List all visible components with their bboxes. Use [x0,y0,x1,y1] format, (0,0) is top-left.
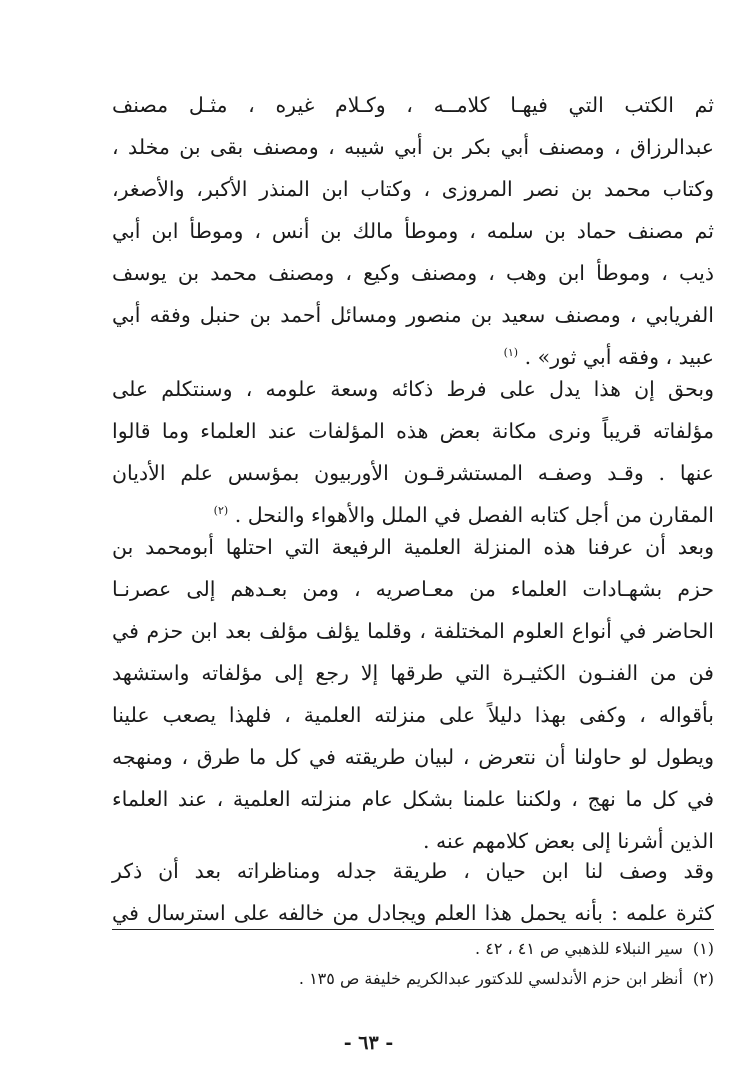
footnote-1 [112,934,714,964]
text-line: الفريابي ، ومصنف سعيد بن منصور ومسائل أحمد بن حنبل وفقه أبي [112,303,714,327]
text-line: بأقواله ، وكفى بهذا دليلاً على منزلته العلمية ، فلهذا يصعب علينا [112,703,714,727]
paragraph-1 [112,84,714,378]
text-line: حزم بشهـادات العلماء من معـاصريه ، ومن بعـدهم إلى عصرنـا [112,577,714,601]
text-line: فن من الفنـون الكثيـرة التي طرقها إلا رجع إلى مؤلفاته واستشهد [112,661,714,685]
page-number: - ٦٣ - [343,1032,394,1054]
footnotes [112,934,714,994]
footnote-text: أنظر ابن حزم الأندلسي للدكتور عبدالكريم خليفة ص ١٣٥ . [298,969,683,988]
footnote-2 [112,964,714,994]
text-line: ثم مصنف حماد بن سلمه ، وموطأ مالك بن أنس ، وموطأ ابن أبي [112,219,714,243]
footnote-divider [112,929,714,930]
text-line: وقد وصف لنا ابن حيان ، طريقة جدله ومناظراته بعد أن ذكر [112,859,714,883]
text-line: الذين أشرنا إلى بعض كلامهم عنه . [423,829,714,853]
text-line: عنها . وقـد وصفـه المستشرقـون الأوربيون بمؤسس علم الأديان [112,461,714,485]
text-line: وبحق إن هذا يدل على فرط ذكائه وسعة علومه ، وسنتكلم على [112,377,714,401]
text-line: مؤلفاته قريباً ونرى مكانة بعض هذه المؤلفات عند العلماء وما قالوا [112,419,714,443]
text-line: ويطول لو حاولنا أن نتعرض ، لبيان طريقته في كل ما طرق ، ومنهجه [112,745,714,769]
footnote-number: (١) [692,939,714,958]
paragraph-2 [112,368,714,536]
footnote-ref: (١) [503,346,519,360]
text-line: عبدالرزاق ، ومصنف أبي بكر بن أبي شيبه ، ومصنف بقى بن مخلد ، [112,135,714,159]
line-text: المقارن من أجل كتابه الفصل في الملل والأهواء والنحل . [234,503,714,527]
text-line: ذيب ، وموطأ ابن وهب ، ومصنف وكيع ، ومصنف محمد بن يوسف [112,261,714,285]
footnote-number: (٢) [692,969,714,988]
text-line: في كل ما نهج ، ولكننا علمنا بشكل عام منزلته العلمية ، عند العلماء [112,787,714,811]
footnote-text: سير النبلاء للذهبي ص ٤١ ، ٤٢ . [475,939,683,958]
text-line: الحاضر في أنواع العلوم المختلفة ، وقلما يؤلف مؤلف بعد ابن حزم في [112,619,714,643]
text-line: كثرة علمه : بأنه يحمل هذا العلم ويجادل من خالفه على استرسال في [112,901,714,925]
text-line: وبعد أن عرفنا هذه المنزلة العلمية الرفيعة التي احتلها أبومحمد بن [112,535,714,559]
text-line: ثم الكتب التي فيهـا كلامــه ، وكـلام غيره ، مثـل مصنف [112,93,714,117]
paragraph-3 [112,526,714,862]
footnote-ref: (٢) [213,504,229,518]
line-text: عبيد ، وفقه أبي ثور» . [524,345,714,369]
text-line: وكتاب محمد بن نصر المروزى ، وكتاب ابن المنذر الأكبر، والأصغر، [112,177,714,201]
paragraph-4 [112,850,714,934]
